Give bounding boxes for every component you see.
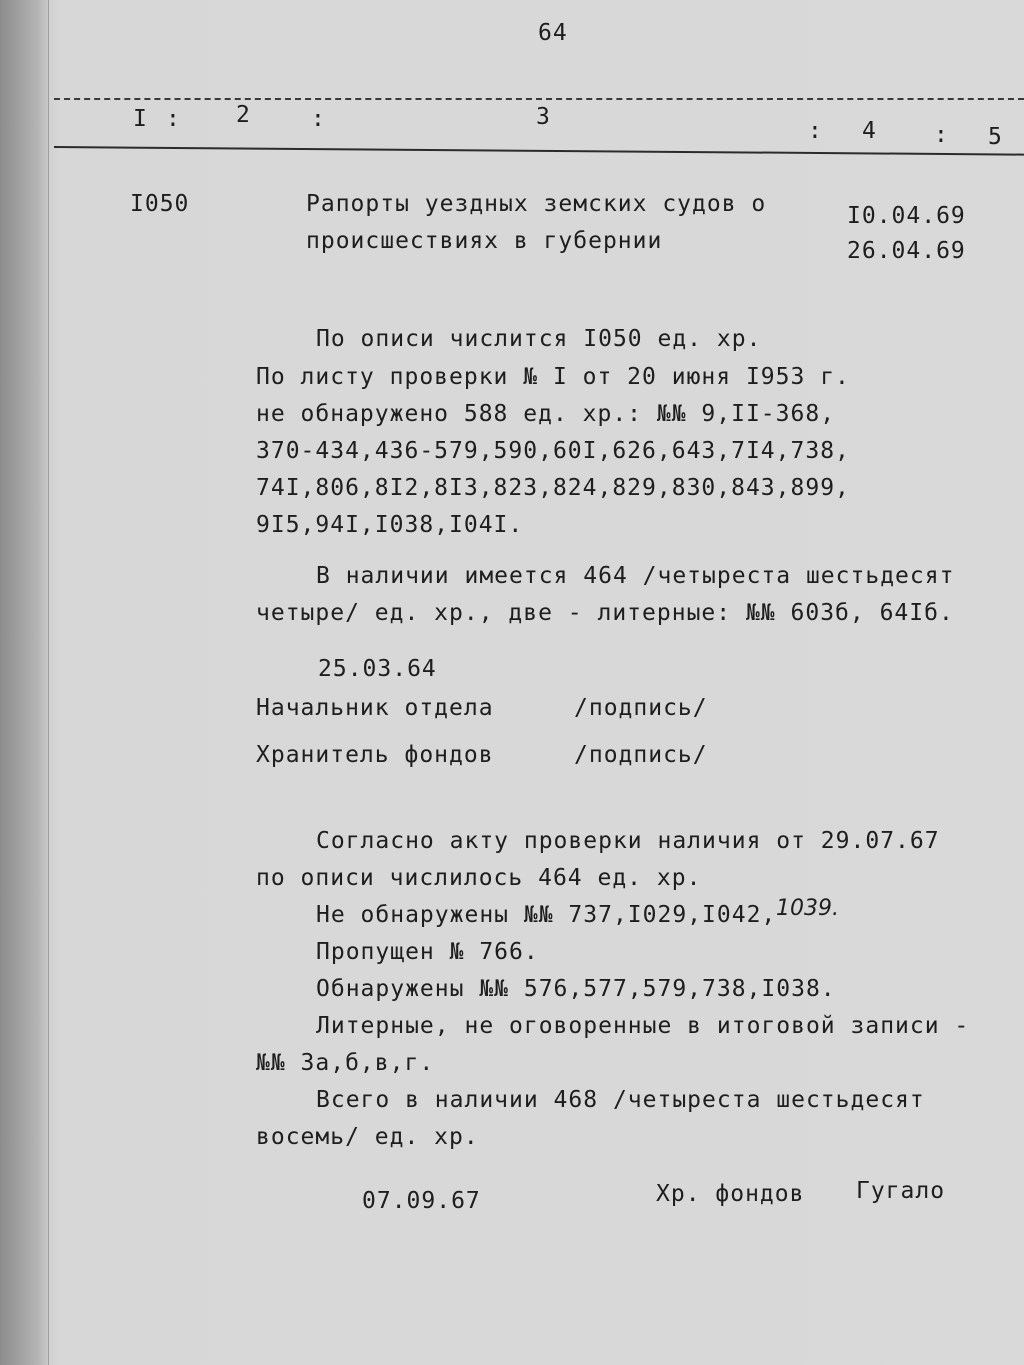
header-col-4: 4	[862, 118, 877, 144]
page-number: 64	[538, 20, 568, 46]
note2-line: №№ 3а,б,в,г.	[256, 1050, 435, 1076]
page-binding-edge	[0, 0, 49, 1365]
note1-signature: /подпись/	[574, 695, 708, 721]
note1-line: 9I5,94I,I038,I04I.	[256, 512, 524, 538]
note1-line: По описи числится I050 ед. хр.	[316, 326, 762, 352]
entry-title-line-1: Рапорты уездных земских судов о	[306, 191, 767, 217]
note1-line: По листу проверки № I от 20 июня I953 г.	[256, 364, 850, 390]
note2-line: Не обнаружены №№ 737,I029,I042,	[316, 902, 777, 928]
header-separator: :	[808, 118, 823, 144]
header-col-3: 3	[536, 104, 551, 130]
note2-signer-name: Гугало	[856, 1178, 946, 1204]
header-bottom-rule	[54, 146, 1024, 156]
note1-signer-role: Хранитель фондов	[256, 742, 494, 768]
note1-date: 25.03.64	[318, 656, 437, 682]
note2-line: по описи числилось 464 ед. хр.	[256, 865, 702, 891]
entry-date-start: I0.04.69	[847, 203, 966, 229]
entry-title-line-2: происшествиях в губернии	[306, 228, 663, 254]
handwritten-addition: 1039.	[776, 896, 839, 921]
note2-line: Всего в наличии 468 /четыреста шестьдесят	[316, 1087, 925, 1113]
header-separator: :	[311, 106, 326, 132]
header-col-1: I	[133, 106, 148, 132]
note2-signer-role: Хр. фондов	[656, 1181, 805, 1207]
note1-line: В наличии имеется 464 /четыреста шестьдесят	[316, 563, 955, 589]
note1-signer-role: Начальник отдела	[256, 695, 494, 721]
note2-line: Обнаружены №№ 576,577,579,738,I038.	[316, 976, 836, 1002]
header-separator: :	[934, 122, 949, 148]
note1-signature: /подпись/	[574, 742, 708, 768]
note1-line: 370-434,436-579,590,60I,626,643,7I4,738,	[256, 438, 850, 464]
note1-line: не обнаружено 588 ед. хр.: №№ 9,II-368,	[256, 401, 836, 427]
note2-line: восемь/ ед. хр.	[256, 1124, 479, 1150]
note2-line: Согласно акту проверки наличия от 29.07.67	[316, 828, 940, 854]
entry-number: I050	[130, 191, 190, 217]
note2-line: Литерные, не оговоренные в итоговой записи -	[316, 1013, 970, 1039]
note2-line: Пропущен № 766.	[316, 939, 539, 965]
note1-line: четыре/ ед. хр., две - литерные: №№ 603б, 64Iб.	[256, 600, 954, 626]
note1-line: 74I,806,8I2,8I3,823,824,829,830,843,899,	[256, 475, 850, 501]
header-col-5: 5	[988, 124, 1003, 150]
entry-date-end: 26.04.69	[847, 238, 966, 264]
note2-date: 07.09.67	[362, 1188, 481, 1214]
header-top-rule	[54, 98, 1024, 100]
header-separator: :	[166, 106, 181, 132]
header-col-2: 2	[236, 102, 251, 128]
